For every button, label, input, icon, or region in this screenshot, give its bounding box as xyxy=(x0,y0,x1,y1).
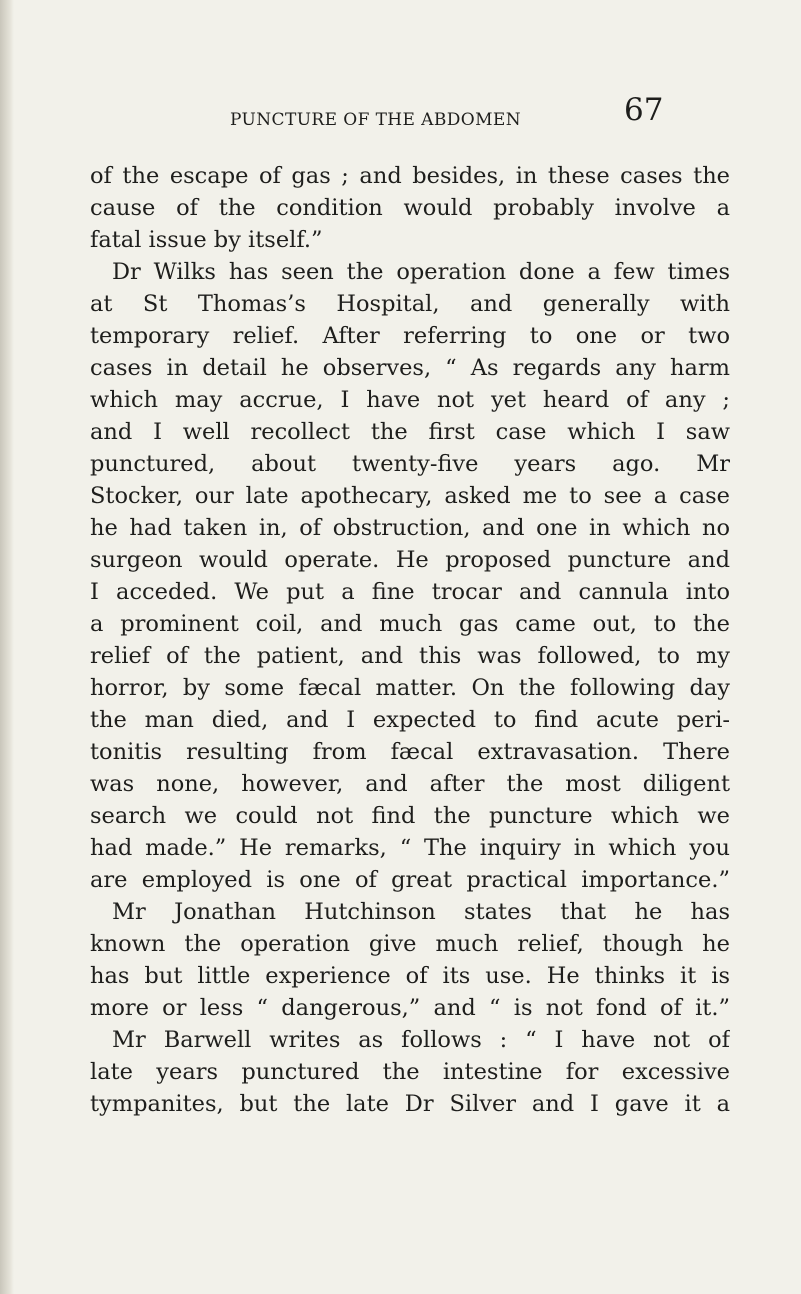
text-line: and I well recollect the first case which I saw xyxy=(90,419,730,445)
text-line: late years punctured the intestine for excessive xyxy=(90,1059,730,1085)
text-line: are employed is one of great practical importance.” xyxy=(90,867,730,893)
text-line: at St Thomas’s Hospital, and generally with xyxy=(90,291,730,317)
text-line: known the operation give much relief, though he xyxy=(90,931,730,957)
text-line: the man died, and I expected to find acute peri- xyxy=(90,707,730,733)
text-line: was none, however, and after the most diligent xyxy=(90,771,730,797)
text-line: tympanites, but the late Dr Silver and I gave it a xyxy=(90,1091,730,1117)
text-line: which may accrue, I have not yet heard of any ; xyxy=(90,387,730,413)
text-line: of the escape of gas ; and besides, in these cases the xyxy=(90,163,730,189)
text-line: tonitis resulting from fæcal extravasation. There xyxy=(90,739,730,765)
body-text xyxy=(90,160,730,1120)
text-line: has but little experience of its use. He thinks it is xyxy=(90,963,730,989)
text-line: more or less “ dangerous,” and “ is not fond of it.” xyxy=(90,995,730,1021)
text-line: cases in detail he observes, “ As regards any harm xyxy=(90,355,730,381)
page-left-edge-shadow xyxy=(0,0,14,1294)
text-line: fatal issue by itself.” xyxy=(90,227,323,253)
text-line: temporary relief. After referring to one or two xyxy=(90,323,730,349)
text-line: surgeon would operate. He proposed puncture and xyxy=(90,547,730,573)
text-line: Mr Jonathan Hutchinson states that he has xyxy=(112,899,730,925)
text-line: he had taken in, of obstruction, and one in which no xyxy=(90,515,730,541)
page-header xyxy=(90,92,730,132)
text-line: relief of the patient, and this was followed, to my xyxy=(90,643,730,669)
text-line: Dr Wilks has seen the operation done a few times xyxy=(112,259,730,285)
text-line: search we could not find the puncture which we xyxy=(90,803,730,829)
text-line: Mr Barwell writes as follows : “ I have not of xyxy=(112,1027,730,1053)
text-line: I acceded. We put a fine trocar and cannula into xyxy=(90,579,730,605)
running-title: PUNCTURE OF THE ABDOMEN xyxy=(230,110,521,130)
text-line: punctured, about twenty-five years ago. Mr xyxy=(90,451,730,477)
text-line: horror, by some fæcal matter. On the following day xyxy=(90,675,730,701)
text-line: had made.” He remarks, “ The inquiry in which you xyxy=(90,835,730,861)
text-line: cause of the condition would probably involve a xyxy=(90,195,730,221)
text-line: a prominent coil, and much gas came out, to the xyxy=(90,611,730,637)
text-line: Stocker, our late apothecary, asked me to see a case xyxy=(90,483,730,509)
page-number: 67 xyxy=(624,92,664,128)
